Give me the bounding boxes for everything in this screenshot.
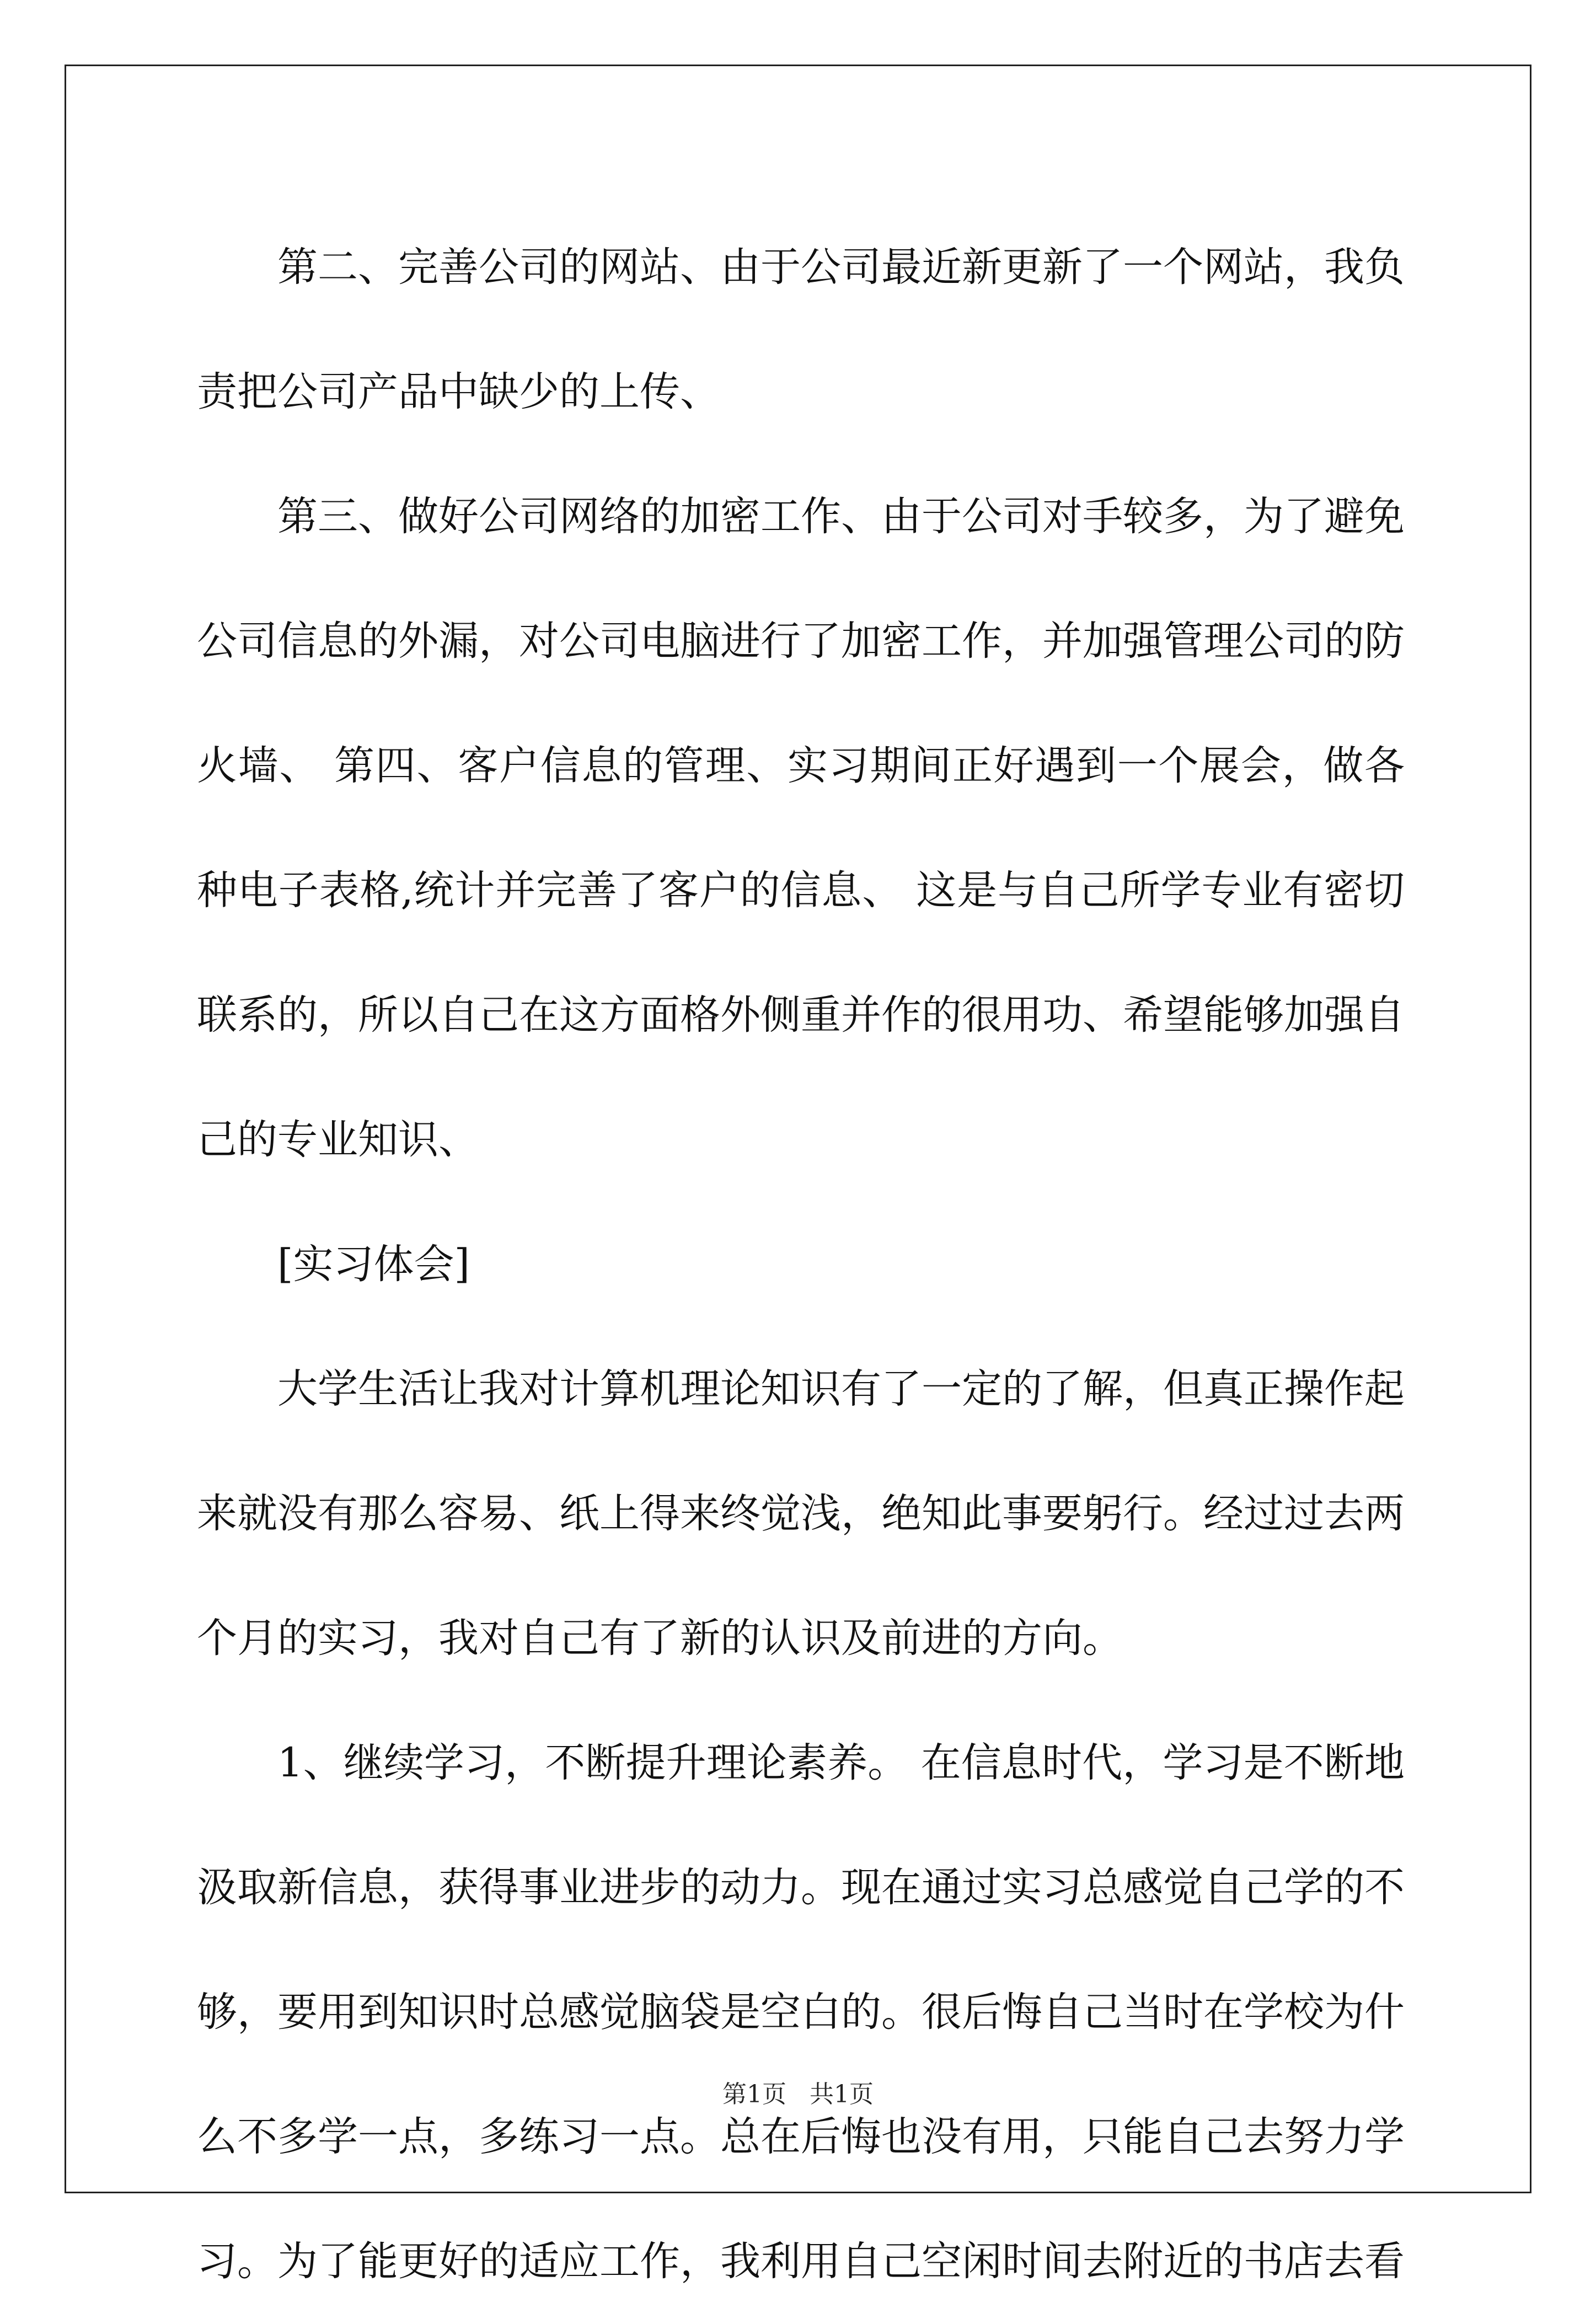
paragraph-encryption: 第三、做好公司网络的加密工作、由于公司对手较多，为了避免公司信息的外漏，对公司电脑进行了加密工作，并加强管理公司的防火墙、 第四、客户信息的管理、实习期间正好遇到一个展会，做各种电子表格,统计并完善了客户的信息、 这是与自己所学专业有密切联系的，所以自己在这方面格外侧重并作的很用功、希望能够加强自己的专业知识、 — [197, 493, 1405, 1163]
page-footer: 第1页 共1页 — [722, 2080, 874, 2108]
paragraph-website: 第二、完善公司的网站、由于公司最近新更新了一个网站，我负责把公司产品中缺少的上传、 — [197, 244, 1405, 415]
section-heading: [实习体会] — [277, 1241, 470, 1288]
paragraph-continue-learning: 1、继续学习，不断提升理论素养。 在信息时代，学习是不断地汲取新信息，获得事业进步的动力。现在通过实习总感觉自己学的不够，要用到知识时总感觉脑袋是空白的。很后悔自己当时在学校为什么不多学一点，多练习一点。总在后悔也没有用，只能自己去努力学习。为了能更好的适应工作，我利用自己空闲时间去附近的书店去看 — [197, 1739, 1405, 2285]
document-body — [197, 205, 1405, 2324]
paragraph-reflection: 大学生活让我对计算机理论知识有了一定的了解，但真正操作起来就没有那么容易、纸上得来终觉浅，绝知此事要躬行。经过过去两个月的实习，我对自己有了新的认识及前进的方向。 — [197, 1366, 1405, 1662]
